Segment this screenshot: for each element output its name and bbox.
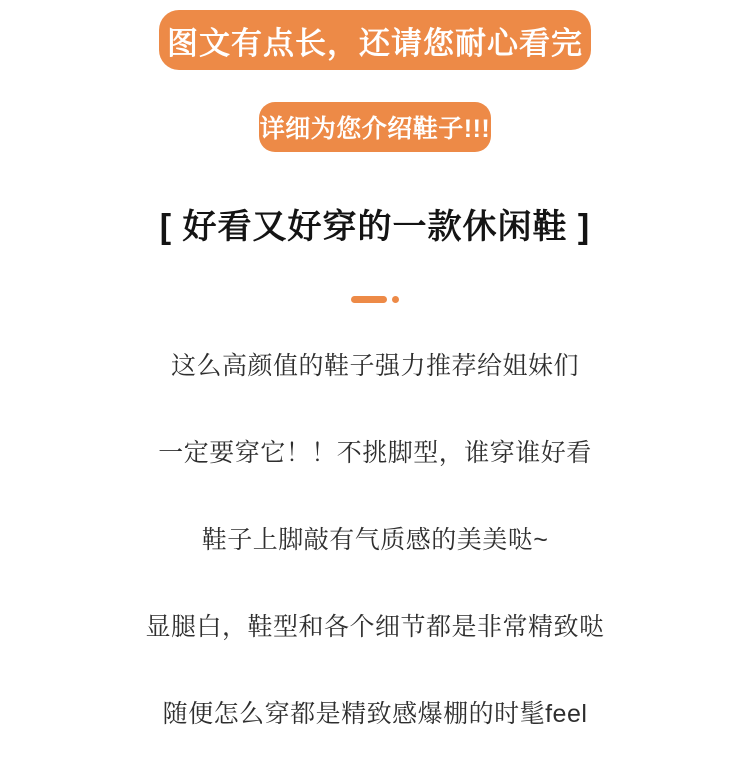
description-line: 随便怎么穿都是精致感爆棚的时髦feel bbox=[162, 700, 588, 728]
divider bbox=[351, 296, 399, 303]
section-title: [ 好看又好穿的一款休闲鞋 ] bbox=[159, 208, 591, 246]
divider-dash-icon bbox=[351, 296, 387, 303]
description-line: 这么高颜值的鞋子强力推荐给姐妹们 bbox=[170, 352, 579, 380]
secondary-banner bbox=[259, 102, 491, 152]
secondary-banner-text: 详细为您介绍鞋子!!! bbox=[259, 115, 491, 143]
primary-banner-text: 图文有点长，还请您耐心看完 bbox=[167, 25, 583, 61]
description-line: 一定要穿它！！不挑脚型，谁穿谁好看 bbox=[158, 439, 592, 467]
divider-dot-icon bbox=[392, 296, 399, 303]
primary-banner bbox=[159, 10, 591, 70]
description-line: 鞋子上脚敲有气质感的美美哒~ bbox=[201, 526, 549, 554]
description-line: 显腿白，鞋型和各个细节都是非常精致哒 bbox=[145, 613, 605, 641]
